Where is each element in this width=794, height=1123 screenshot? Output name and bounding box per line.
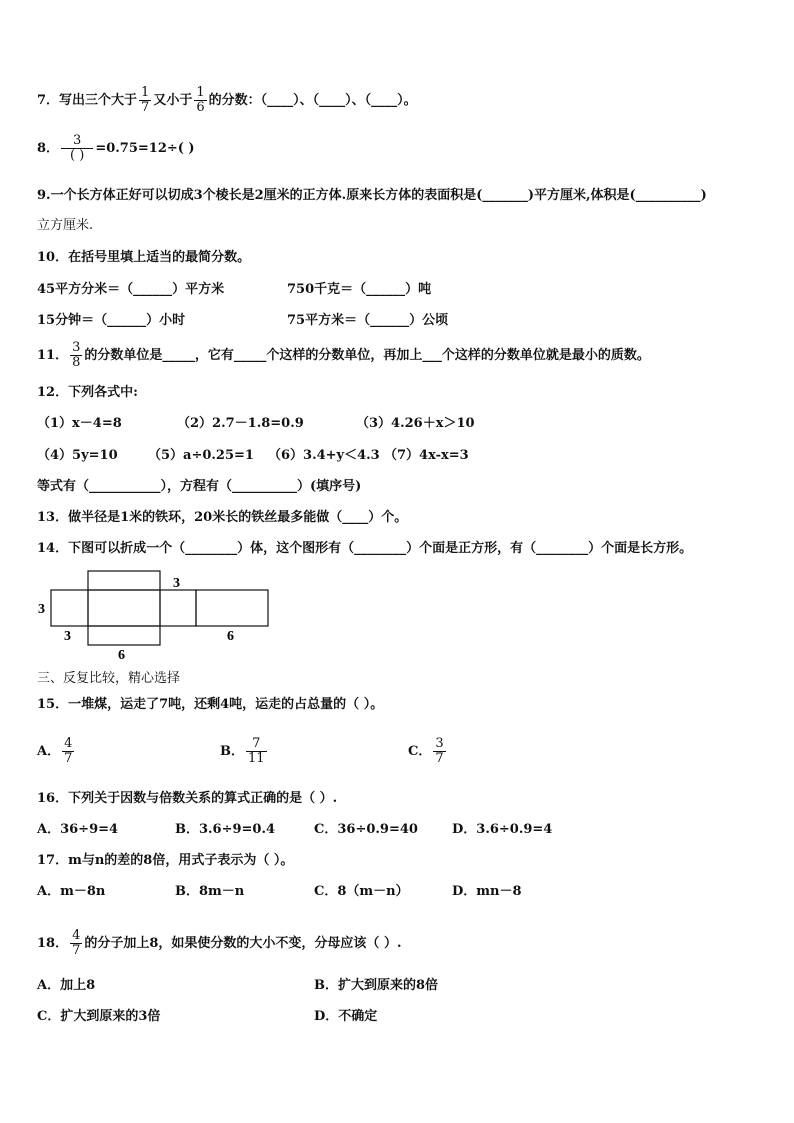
q11-tail: 的分数单位是_____，它有_____个这样的分数单位，再加上___个这样的分数单位就是最小的质数。 [84,348,650,363]
q7-f1-den: 7 [141,100,150,115]
q11-num: 11． [37,348,69,363]
q7-f2-den: 6 [196,100,205,115]
q18-fraction [70,929,82,958]
q18-tail: 的分子加上8，如果使分数的大小不变，分母应该（ ）. [84,936,402,951]
question-17: 17．m与n的差的8倍，用式子表示为（ ）。 [37,853,294,868]
question-9-line2: 立方厘米. [37,218,94,233]
net-face-square [160,590,196,626]
q15-c-label: C． [408,744,432,759]
q18-f-num: 4 [72,928,81,943]
net-label-left: 3 [38,602,45,617]
q12-r2-1: （4）5y=10 [37,448,118,463]
net-face-center [88,590,160,626]
net-label-bottom: 6 [118,648,125,663]
q16-option-c: C．36÷0.9=40 [314,822,418,837]
section-3-title: 三、反复比较，精心选择 [37,671,181,686]
q11-fraction [70,341,82,370]
q16-option-b: B．3.6÷9=0.4 [175,822,276,837]
question-14: 14．下图可以折成一个（________）体，这个图形有（________）个面是正方形，有（________）个面是长方形。 [37,541,693,556]
q10-a: 45平方分米＝（______）平方米 [37,282,225,297]
q10-b: 750千克＝（______）吨 [287,282,432,297]
q12-r2-4: （7）4x-x=3 [384,448,469,463]
q18-option-a: A．加上8 [37,978,96,993]
question-7 [37,86,417,115]
q12-r2-3: （6）3.4+y＜4.3 [268,448,380,463]
question-9-line1: 9.一个长方体正好可以切成3个棱长是2厘米的正方体.原来长方体的表面积是(_______)平方厘米,体积是(__________) [37,188,707,203]
q10-c: 15分钟＝（______）小时 [37,313,186,328]
q12-r1-1: （1）x－4=8 [37,416,122,431]
q16-option-a: A．36÷9=4 [37,822,119,837]
q15-b-label: B． [220,744,244,759]
q12-answer: 等式有（___________），方程有（__________）(填序号) [37,479,362,494]
q15-c-fraction [433,737,445,766]
q15-a-num: 4 [64,736,73,751]
q17-option-d: D．mn－8 [452,884,522,899]
q8-f-num: 3 [61,134,93,149]
q15-option-a [37,737,76,766]
net-face-right [196,590,268,626]
net-label-bottom-left: 3 [64,629,71,644]
q15-a-den: 7 [64,751,73,766]
question-18 [37,929,401,958]
q7-mid: 又小于 [153,93,193,108]
q15-option-c [408,737,448,766]
net-label-right: 6 [227,629,234,644]
q18-f-den: 7 [72,943,81,958]
q17-option-a: A．m－8n [37,884,106,899]
q7-f1-num: 1 [141,85,150,100]
q15-c-den: 7 [435,751,444,766]
question-15: 15．一堆煤，运走了7吨，还剩4吨，运走的占总量的（ ）。 [37,697,384,712]
net-face-bottom [88,626,160,645]
q15-b-fraction [246,737,267,766]
net-face-left [51,590,88,626]
q18-num: 18． [37,936,69,951]
question-12-head: 12．下列各式中: [37,385,138,400]
question-11 [37,341,650,370]
q18-option-c: C．扩大到原来的3倍 [37,1009,161,1024]
q8-fraction [61,134,93,163]
q11-f-den: 8 [72,355,81,370]
question-13: 13．做半径是1米的铁环，20米长的铁丝最多能做（____）个。 [37,510,408,525]
q15-a-fraction [62,737,74,766]
q15-option-b [220,737,269,766]
question-10-head: 10．在括号里填上适当的最简分数。 [37,250,251,265]
q10-d: 75平方米＝（______）公顷 [287,313,449,328]
question-16: 16．下列关于因数与倍数关系的算式正确的是（ ）. [37,791,338,806]
q18-option-b: B．扩大到原来的8倍 [314,978,439,993]
net-face-top [88,571,160,590]
q16-option-d: D．3.6÷0.9=4 [452,822,553,837]
q17-option-c: C．8（m－n） [314,884,409,899]
q12-r1-2: （2）2.7－1.8=0.9 [177,416,304,431]
q18-option-d: D．不确定 [314,1009,378,1024]
q7-fraction-2 [194,86,206,115]
q15-b-den: 11 [248,751,265,766]
q15-a-label: A． [37,744,61,759]
q7-fraction-1 [139,86,151,115]
q8-f-den: ( ) [70,148,85,163]
q7-text: 7．写出三个大于 [37,93,138,108]
q7-tail: 的分数：（____）、（____）、（____）。 [208,93,417,108]
q15-c-num: 3 [435,736,444,751]
question-8 [37,134,195,163]
q8-num: 8． [37,141,60,156]
q15-b-num: 7 [246,737,267,752]
cuboid-net-figure [30,565,280,665]
q12-r2-2: （5）a÷0.25=1 [148,448,254,463]
q11-f-num: 3 [72,340,81,355]
q12-r1-3: （3）4.26＋x＞10 [356,416,475,431]
q17-option-b: B．8m－n [175,884,245,899]
q8-tail: =0.75=12÷( ) [95,141,195,156]
q7-f2-num: 1 [196,85,205,100]
net-label-top: 3 [173,576,180,591]
